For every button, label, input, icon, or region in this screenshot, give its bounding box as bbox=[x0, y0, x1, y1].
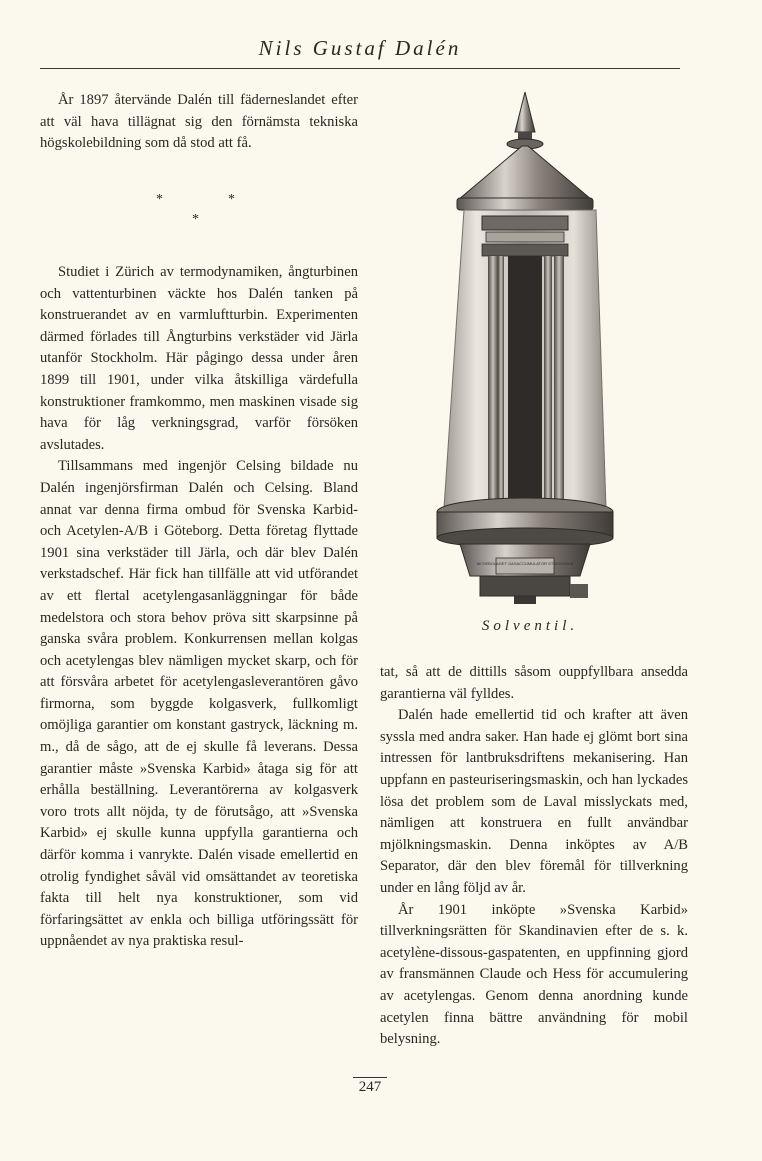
paragraph-zurich: Studiet i Zürich av termodynamiken, ångturbinen och vattenturbinen väckte hos Dalén tanken på konstruerandet av en varmluftturbin. Experimenten därmed förlades till Ångturbins verkstäder vid Järla utanför Stockholm. Här pågingo dessa under åren 1899 till 1901, under vilka åtskilliga värdefulla konstruktioner framkommo, men maskinen visade sig hava för låg verkningsgrad, varför försöken avslutades. bbox=[40, 264, 358, 453]
paragraph-continuation: tat, så att de dittills såsom ouppfyllbara ansedda garantierna väl fylldes. bbox=[380, 664, 688, 702]
separator-star: * bbox=[192, 212, 199, 227]
figure-caption: Solventil. bbox=[481, 618, 579, 634]
paragraph-acetylene: År 1901 inköpte »Svenska Karbid» tillverkningsrätten för Skandinavien efter de s. k. acetylène-dissous-gaspatenten, en uppfinning gjord av fransmännen Claude och Hess för accumulering av acetylengas. Genom denna anordning kunde acetylen finna bättre användning för mobil belysning. bbox=[380, 901, 688, 1048]
running-header: Nils Gustaf Dalén bbox=[258, 36, 462, 60]
right-column-body bbox=[380, 662, 688, 1051]
paragraph-mjolkning: Dalén hade emellertid tid och krafter att även syssla med andra saker. Han hade ej glömt bort sina intressen för lantbruksdriftens mekanisering. Han uppfann en pasteuriseringsmaskin, och han lyckades lösa det problem som de Laval misslyckats med, nämligen att konstruera en fullt användbar mjölkningsmaskin. Denna inköptes av A/B Separator, där den blev föremål för tillverkning under en lång följd av år. bbox=[380, 707, 688, 896]
nameplate-text: AKTIEBOLAGET GASACCUMULATOR STOCKHOLM bbox=[476, 561, 574, 566]
paragraph-celsing: Tillsammans med ingenjör Celsing bildade nu Dalén ingenjörsfirman Dalén och Celsing. Bland annat var denna firma ombud för Svenska Karbid- och Acetylen-A/B i Göteborg. Detta företag flyttade 1901 sina verkstäder till Järla, och där blev Dalén verkstadschef. Här fick han tillfälle att vid utförandet av ett flertal acetylengasanläggningar för både medelstora och stora behov pröva sitt skarpsinne på ganska svåra problem. Konkurrensen mellan kolgas och acetylengas blev nämligen mycket skarp, och för att försvåra arbetet för acetylengasleverantören gåvo firmorna, som byggde kolgasverk, fullkomligt omöjliga garantier om konstant gastryck, läckning m. m., då de sågo, att de ej skulle få leverans. Dessa garantier måste »Svenska Karbid» åtaga sig för att erhålla beställning. Leverantörerna av kolgasverk voro trots allt nöjda, ty de förutsågo, att »Svenska Karbid» ej skulle kunna uppfylla garantierna och därför komma i vanrykte. Dalén visade emellertid en otrolig fyndighet såväl vid omsättandet av teoretiska fakta till helt nya konstruktioner, som vid förfaringsättet av enkla och billiga utföringssätt för uppnåendet av nya praktiska resul- bbox=[40, 458, 358, 950]
left-column-intro bbox=[40, 90, 358, 155]
left-column-body bbox=[40, 262, 358, 953]
intro-paragraph: År 1897 återvände Dalén till fäderneslandet efter att väl hava tillägnat sig den förnämsta tekniska högskolebildning som då stod att få. bbox=[40, 92, 358, 152]
separator-star: * bbox=[156, 192, 163, 207]
header-rule bbox=[40, 68, 680, 69]
section-separator bbox=[140, 192, 250, 232]
separator-star: * bbox=[228, 192, 235, 207]
page-number-rule bbox=[353, 1077, 387, 1078]
page-number: 247 bbox=[358, 1079, 382, 1095]
solventil-illustration bbox=[430, 88, 630, 608]
